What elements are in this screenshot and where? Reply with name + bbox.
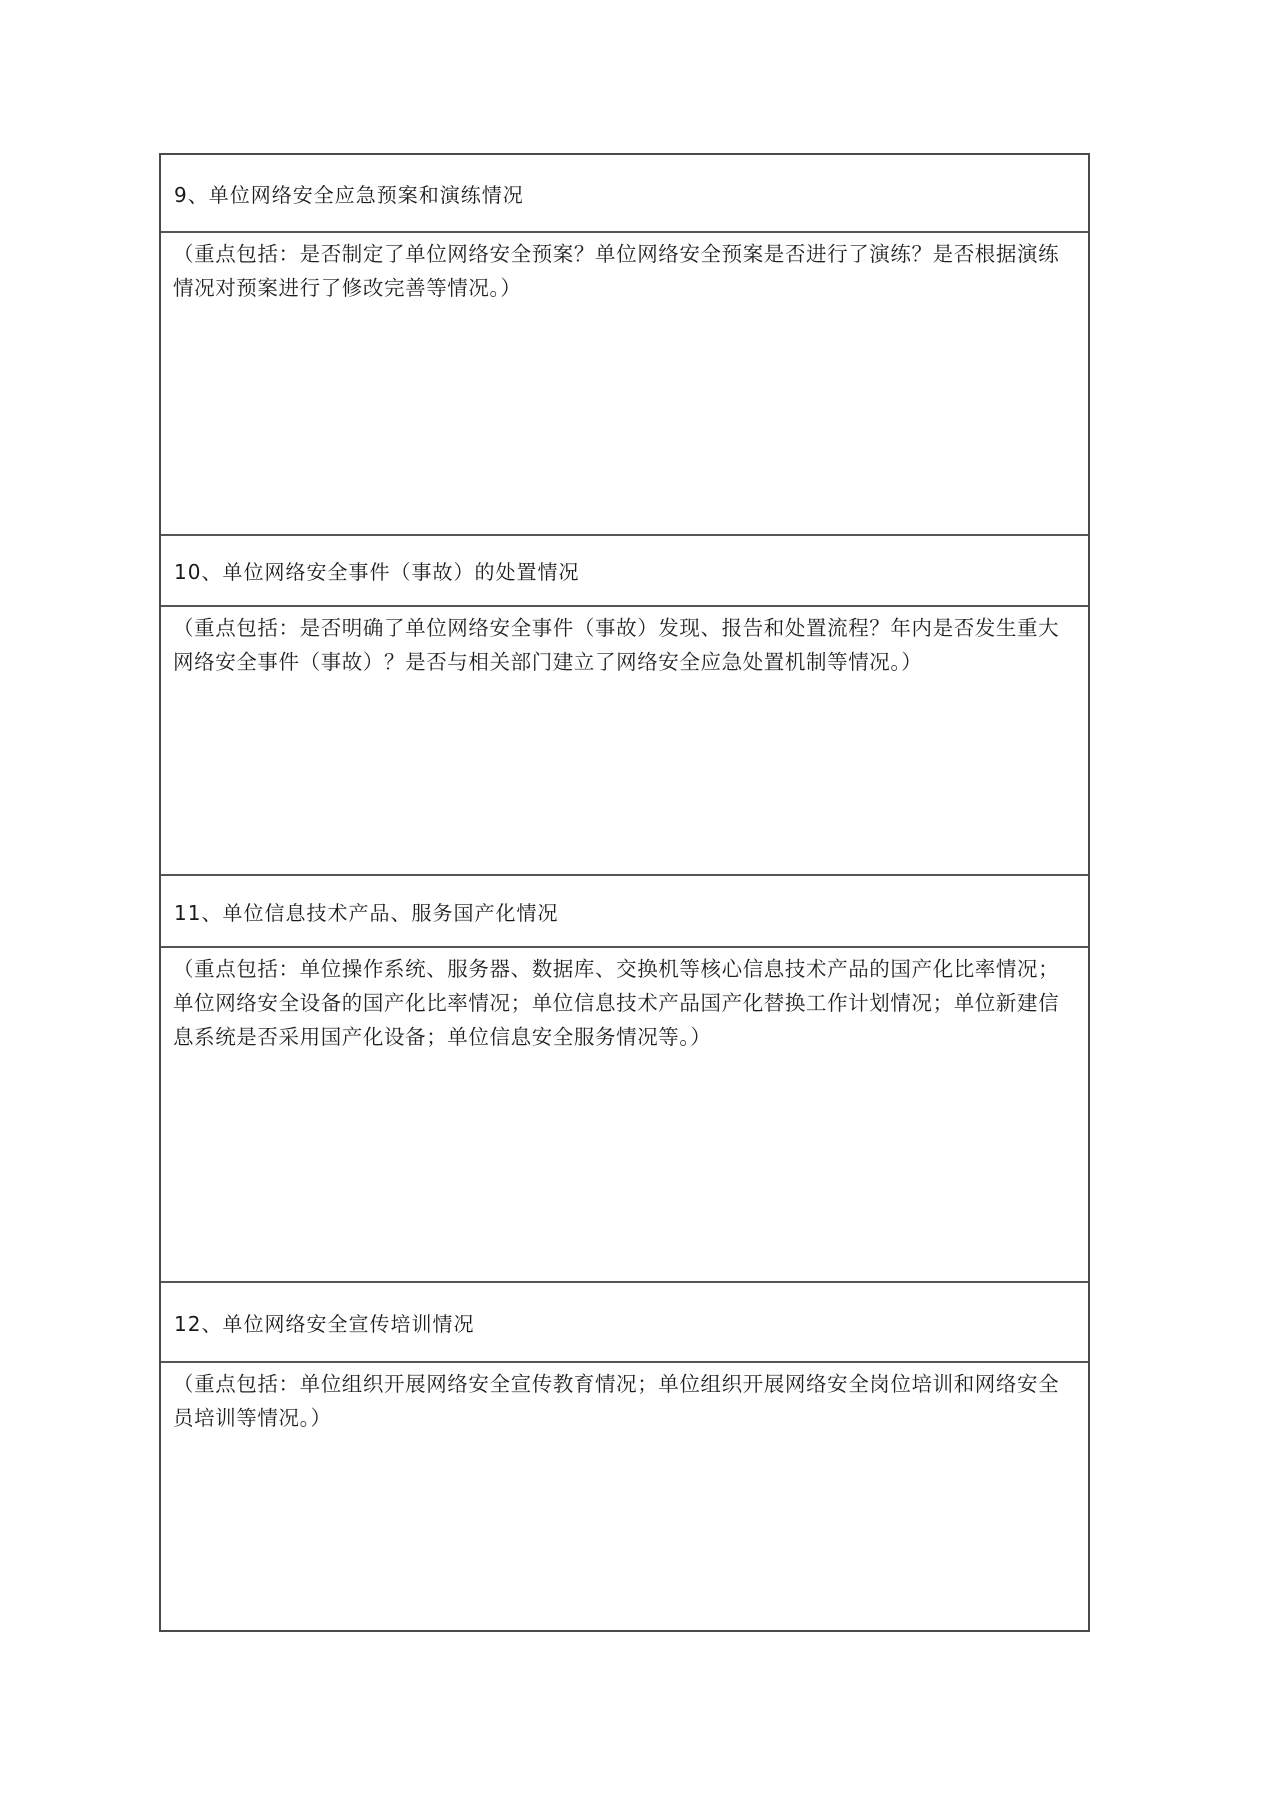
section-11-body[interactable] <box>161 946 1088 1281</box>
report-form-table <box>159 153 1090 1632</box>
section-11-title: 11、单位信息技术产品、服务国产化情况 <box>174 900 559 925</box>
section-11-header <box>161 874 1088 946</box>
section-10-guidance: （重点包括：是否明确了单位网络安全事件（事故）发现、报告和处置流程？年内是否发生重大网络安全事件（事故）？是否与相关部门建立了网络安全应急处置机制等情况。） <box>173 616 1060 674</box>
section-9-title: 9、单位网络安全应急预案和演练情况 <box>174 182 524 207</box>
section-9-guidance: （重点包括：是否制定了单位网络安全预案？单位网络安全预案是否进行了演练？是否根据演练情况对预案进行了修改完善等情况。） <box>173 242 1060 300</box>
section-12-body[interactable] <box>161 1361 1088 1630</box>
section-12-guidance: （重点包括：单位组织开展网络安全宣传教育情况；单位组织开展网络安全岗位培训和网络安全员培训等情况。） <box>173 1372 1060 1430</box>
section-12-header <box>161 1281 1088 1361</box>
section-9-header <box>161 155 1088 231</box>
section-11-guidance: （重点包括：单位操作系统、服务器、数据库、交换机等核心信息技术产品的国产化比率情况；单位网络安全设备的国产化比率情况；单位信息技术产品国产化替换工作计划情况；单位新建信息系统是否采用国产化设备；单位信息安全服务情况等。） <box>173 957 1060 1049</box>
section-9-body[interactable] <box>161 231 1088 534</box>
section-12-title: 12、单位网络安全宣传培训情况 <box>174 1311 475 1336</box>
section-10-body[interactable] <box>161 605 1088 874</box>
section-10-title: 10、单位网络安全事件（事故）的处置情况 <box>174 560 580 584</box>
section-10-header <box>161 534 1088 605</box>
